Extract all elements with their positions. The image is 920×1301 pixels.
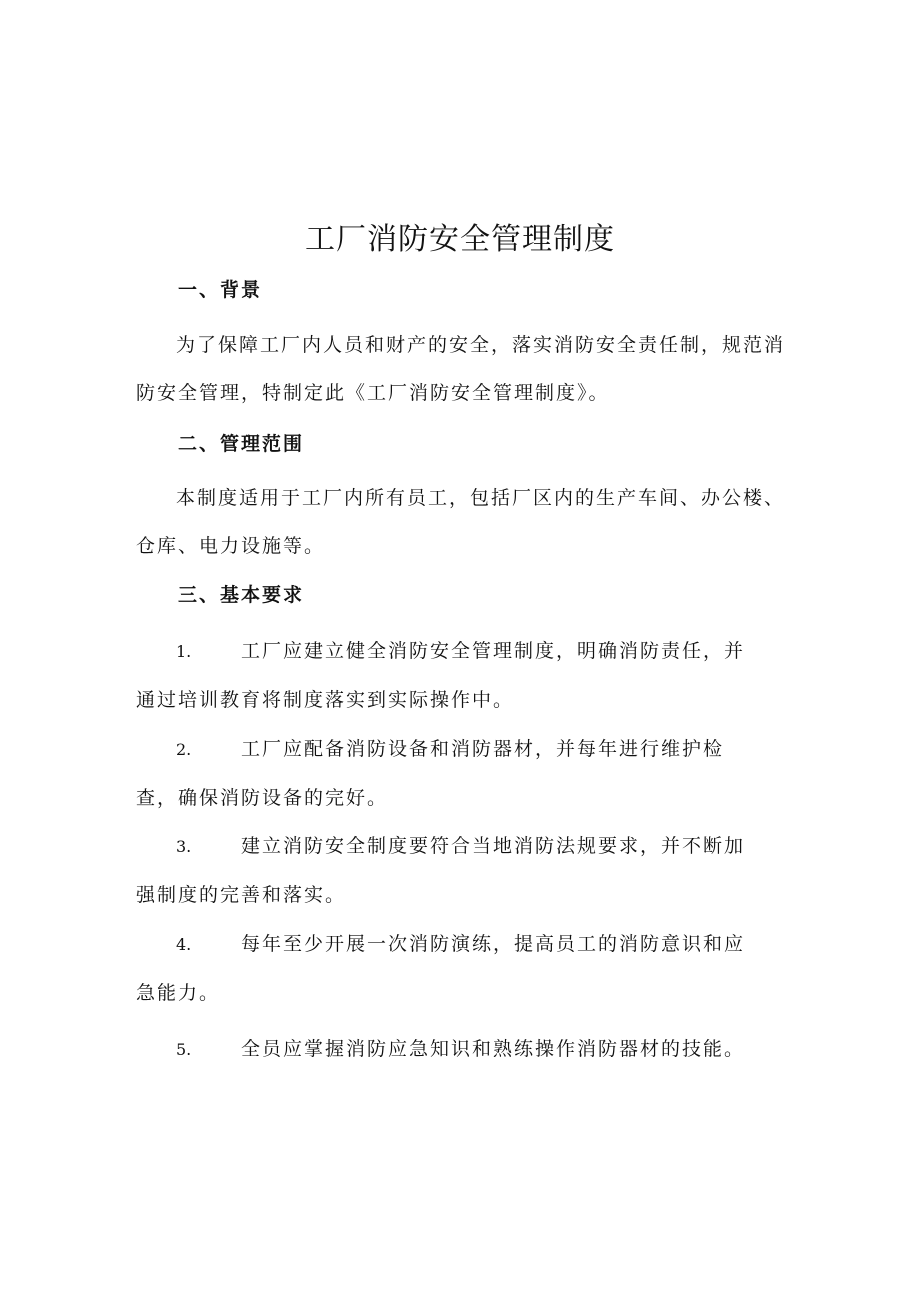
list-item-text: 每年至少开展一次消防演练，提高员工的消防意识和应急能力。 xyxy=(136,933,746,1004)
list-number: 2. xyxy=(176,740,192,759)
list-item-text: 建立消防安全制度要符合当地消防法规要求，并不断加强制度的完善和落实。 xyxy=(136,835,746,906)
list-item-text: 工厂应配备消防设备和消防器材，并每年进行维护检查，确保消防设备的完好。 xyxy=(136,738,725,809)
requirement-item-2 xyxy=(136,725,756,822)
list-number: 3. xyxy=(176,837,192,856)
requirement-item-4 xyxy=(136,920,756,1017)
list-number: 5. xyxy=(176,1040,192,1059)
section-heading-background: 一、背景 xyxy=(178,279,263,301)
list-item-text: 全员应掌握消防应急知识和熟练操作消防器材的技能。 xyxy=(241,1038,746,1060)
requirement-item-1 xyxy=(136,627,756,724)
section-paragraph-background: 为了保障工厂内人员和财产的安全，落实消防安全责任制，规范消防安全管理，特制定此《工厂消防安全管理制度》。 xyxy=(136,334,786,404)
section-heading-scope: 二、管理范围 xyxy=(178,433,305,455)
list-item-text: 工厂应建立健全消防安全管理制度，明确消防责任，并通过培训教育将制度落实到实际操作中。 xyxy=(136,640,746,711)
list-number: 1. xyxy=(176,642,192,661)
list-number: 4. xyxy=(176,935,192,954)
section-paragraph-scope: 本制度适用于工厂内所有员工，包括厂区内的生产车间、办公楼、仓库、电力设施等。 xyxy=(136,487,786,557)
requirement-item-3 xyxy=(136,822,756,919)
requirement-item-5 xyxy=(136,1025,796,1074)
section-heading-requirements: 三、基本要求 xyxy=(178,584,305,606)
document-title: 工厂消防安全管理制度 xyxy=(305,222,615,257)
